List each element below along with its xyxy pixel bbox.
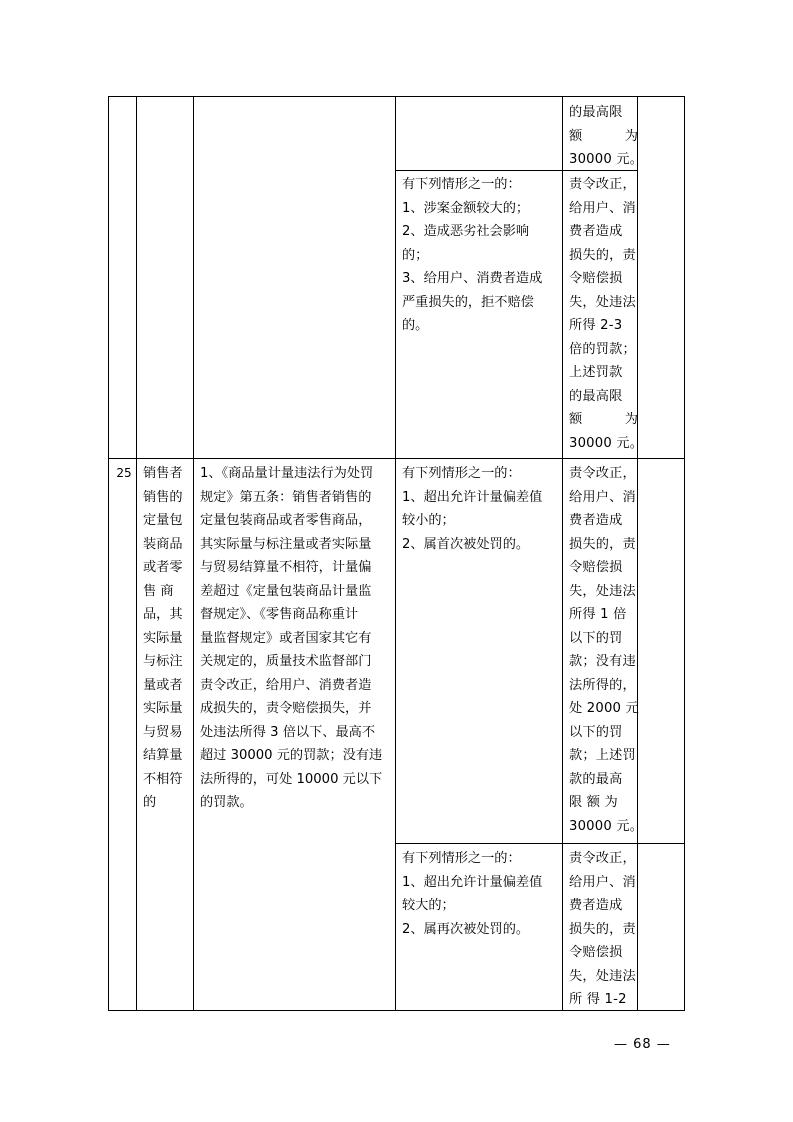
column-divider [136, 96, 137, 1011]
situation-cell: 有下列情形之一的： 1、超出允许计量偏差值 较小的； 2、属首次被处罚的。 [402, 466, 543, 552]
page-number: — 68 — [614, 1037, 671, 1052]
row-divider [395, 843, 685, 844]
table-top-border [108, 96, 685, 97]
violation-cell: 销售者 销售的 定量包 装商品 或者零 售 商 品，其 实际量 与标注 量或者 实际量 与贸易 结算量 不相符 的 [143, 466, 183, 810]
situation-cell: 有下列情形之一的： 1、涉案金额较大的； 2、造成恶劣社会影响 的； 3、给用户、消费者造成 严重损失的，拒不赔偿 的。 [402, 177, 543, 333]
penalty-cell: 责令改正， 给用户、消 费者造成 损失的，责 令赔偿损 失，处违法 所得 1 倍 以下的罚 款；没有违 法所得的， 处 2000 元 以下的罚 款；上述罚 款的最高 限 额 为 30000 元。 [569, 466, 644, 834]
penalty-cell: 责令改正， 给用户、消 费者造成 损失的，责 令赔偿损 失，处违法 所得 2-3 倍的罚款； 上述罚款 的最高限 额 为 30000 元。 [569, 177, 644, 451]
penalty-cell: 的最高限 额 为 30000 元。 [569, 105, 644, 167]
column-divider [193, 96, 194, 1011]
row-number: 25 [116, 466, 132, 480]
penalty-cell: 责令改正， 给用户、消 费者造成 损失的，责 令赔偿损 失，处违法 所 得 1-2 [569, 851, 636, 1007]
row-divider [108, 458, 685, 459]
situation-cell: 有下列情形之一的： 1、超出允许计量偏差值 较大的； 2、属再次被处罚的。 [402, 851, 543, 937]
table-right-border [684, 96, 685, 1011]
legal-basis-cell: 1、《商品量计量违法行为处罚 规定》第五条：销售者销售的 定量包装商品或者零售商品， 其实际量与标注量或者实际量 与贸易结算量不相符，计量偏 差超过《定量包装商品计量监 督规定》、《零售商品称重计 量监督规定》或者国家其它有 关规定的，质量技术监督部门 责令改正，给用户、消费者造 成损失的，责令赔偿损失，并 处违法所得 3 倍以下、最高不 超过 30000 元的罚款；没有违 法所得的，可处 10000 元以下 的罚款。 [200, 466, 383, 810]
column-divider [562, 96, 563, 1011]
column-divider [395, 96, 396, 1011]
column-divider [108, 96, 109, 1011]
